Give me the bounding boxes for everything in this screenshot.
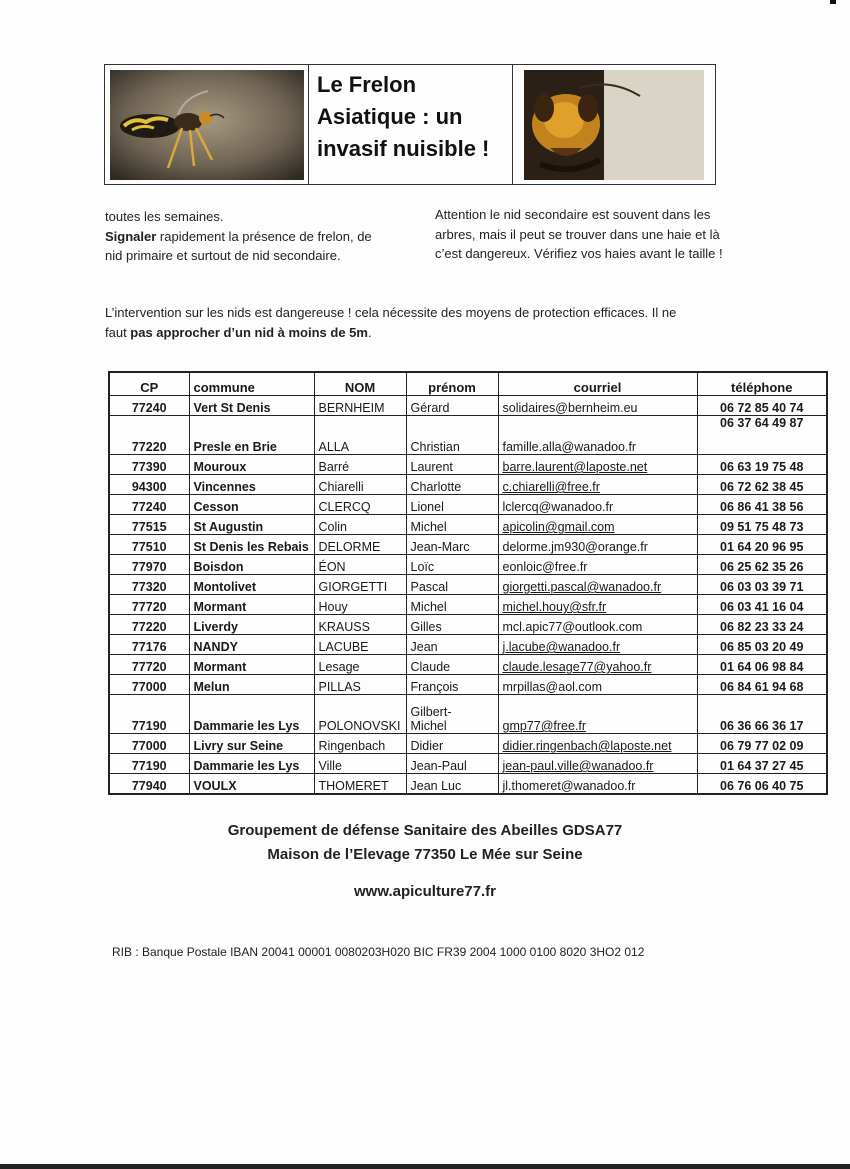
table-row (109, 396, 827, 416)
left-line-1: toutes les semaines. (105, 209, 224, 224)
cell-prenom: Lionel (406, 495, 498, 515)
cell-nom: PILLAS (314, 675, 406, 695)
cell-commune: VOULX (189, 774, 314, 795)
cell-nom: THOMERET (314, 774, 406, 795)
cell-commune: Vert St Denis (189, 396, 314, 416)
scan-corner-mark (830, 0, 836, 4)
header-courriel: courriel (498, 372, 697, 396)
cell-courriel[interactable]: c.chiarelli@free.fr (498, 475, 697, 495)
cell-nom: Houy (314, 595, 406, 615)
cell-nom: Barré (314, 455, 406, 475)
cell-nom: Ringenbach (314, 734, 406, 754)
cell-telephone: 06 63 19 75 48 (697, 455, 827, 475)
scan-bottom-edge (0, 1164, 850, 1169)
intervention-bold: pas approcher d’un nid à moins de 5m (130, 324, 368, 340)
cell-commune: Liverdy (189, 615, 314, 635)
cell-cp: 77510 (109, 535, 189, 555)
cell-commune: Mouroux (189, 455, 314, 475)
cell-telephone: 06 03 03 39 71 (697, 575, 827, 595)
intervention-line-1: L’intervention sur les nids est dangereuse ! cela nécessite des moyens de protection efficaces. Il ne (105, 305, 677, 320)
header-commune: commune (189, 372, 314, 396)
table-row (109, 595, 827, 615)
cell-telephone: 06 03 41 16 04 (697, 595, 827, 615)
cell-prenom: Didier (406, 734, 498, 754)
table-row (109, 695, 827, 734)
intervention-warning (105, 303, 725, 342)
cell-cp: 77000 (109, 675, 189, 695)
cell-prenom: Gilles (406, 615, 498, 635)
table-row (109, 416, 827, 455)
cell-commune: Mormant (189, 595, 314, 615)
cell-nom: ALLA (314, 416, 406, 455)
table-row (109, 515, 827, 535)
cell-courriel[interactable]: apicolin@gmail.com (498, 515, 697, 535)
table-row (109, 635, 827, 655)
hornet-head-image (520, 68, 708, 182)
cell-prenom: François (406, 675, 498, 695)
cell-courriel[interactable]: j.lacube@wanadoo.fr (498, 635, 697, 655)
cell-nom: Colin (314, 515, 406, 535)
cell-commune: Cesson (189, 495, 314, 515)
cell-prenom: Jean-Marc (406, 535, 498, 555)
left-line-2 (105, 227, 405, 247)
cell-telephone: 06 79 77 02 09 (697, 734, 827, 754)
hornet-head-photo (513, 65, 715, 184)
cell-telephone: 01 64 37 27 45 (697, 754, 827, 774)
page-title-line-2: Asiatique : un (317, 104, 463, 129)
table-row (109, 675, 827, 695)
cell-prenom: Loïc (406, 555, 498, 575)
footer-org-name: Groupement de défense Sanitaire des Abeilles GDSA77 (227, 822, 623, 839)
footer-website[interactable]: www.apiculture77.fr (354, 883, 496, 900)
cell-cp: 94300 (109, 475, 189, 495)
cell-prenom: Jean (406, 635, 498, 655)
cell-courriel[interactable]: gmp77@free.fr (498, 695, 697, 734)
table-row (109, 575, 827, 595)
cell-prenom: Claude (406, 655, 498, 675)
cell-nom: Chiarelli (314, 475, 406, 495)
cell-courriel[interactable]: didier.ringenbach@laposte.net (498, 734, 697, 754)
cell-courriel[interactable]: jl.thomeret@wanadoo.fr (498, 774, 697, 795)
cell-cp: 77176 (109, 635, 189, 655)
table-row (109, 495, 827, 515)
table-row (109, 535, 827, 555)
cell-cp: 77000 (109, 734, 189, 754)
cell-commune: St Augustin (189, 515, 314, 535)
cell-courriel[interactable]: giorgetti.pascal@wanadoo.fr (498, 575, 697, 595)
cell-prenom: Charlotte (406, 475, 498, 495)
cell-courriel[interactable]: solidaires@bernheim.eu (498, 396, 697, 416)
cell-courriel[interactable]: famille.alla@wanadoo.fr (498, 416, 697, 455)
cell-nom: DELORME (314, 535, 406, 555)
header-nom: NOM (314, 372, 406, 396)
cell-telephone: 01 64 20 96 95 (697, 535, 827, 555)
cell-nom: ÉON (314, 555, 406, 575)
cell-courriel[interactable]: michel.houy@sfr.fr (498, 595, 697, 615)
cell-nom: BERNHEIM (314, 396, 406, 416)
cell-cp: 77220 (109, 416, 189, 455)
cell-telephone: 06 76 06 40 75 (697, 774, 827, 795)
hornet-side-image (110, 70, 304, 180)
footer-rib: RIB : Banque Postale IBAN 20041 00001 0080203H020 BIC FR39 2004 1000 0100 8020 3HO2 012 (112, 945, 645, 959)
table-row (109, 734, 827, 754)
cell-courriel[interactable]: delorme.jm930@orange.fr (498, 535, 697, 555)
contacts-table (108, 371, 828, 795)
cell-cp: 77720 (109, 595, 189, 615)
intervention-faut: faut (105, 324, 131, 340)
cell-cp: 77240 (109, 396, 189, 416)
cell-prenom: Jean Luc (406, 774, 498, 795)
cell-nom: POLONOVSKI (314, 695, 406, 734)
cell-prenom: Laurent (406, 455, 498, 475)
cell-courriel[interactable]: claude.lesage77@yahoo.fr (498, 655, 697, 675)
intervention-end: . (367, 324, 372, 340)
cell-cp: 77515 (109, 515, 189, 535)
header-prenom: prénom (406, 372, 498, 396)
header-cp: CP (109, 372, 189, 396)
cell-courriel[interactable]: eonloic@free.fr (498, 555, 697, 575)
cell-commune: NANDY (189, 635, 314, 655)
cell-courriel[interactable]: barre.laurent@laposte.net (498, 455, 697, 475)
hornet-side-photo (105, 65, 309, 184)
header-telephone: téléphone (697, 372, 827, 396)
cell-cp: 77720 (109, 655, 189, 675)
table-row (109, 475, 827, 495)
cell-telephone: 06 82 23 33 24 (697, 615, 827, 635)
cell-nom: Lesage (314, 655, 406, 675)
cell-cp: 77190 (109, 695, 189, 734)
cell-cp: 77940 (109, 774, 189, 795)
cell-nom: KRAUSS (314, 615, 406, 635)
cell-commune: Vincennes (189, 475, 314, 495)
table-row (109, 455, 827, 475)
cell-telephone: 06 84 61 94 68 (697, 675, 827, 695)
cell-commune: Dammarie les Lys (189, 695, 314, 734)
cell-telephone: 01 64 06 98 84 (697, 655, 827, 675)
intervention-line-2 (105, 323, 725, 343)
cell-telephone: 06 86 41 38 56 (697, 495, 827, 515)
left-line-2-rest: rapidement la présence de frelon, de (156, 228, 372, 244)
cell-commune: St Denis les Rebais (189, 535, 314, 555)
cell-cp: 77240 (109, 495, 189, 515)
cell-courriel[interactable]: jean-paul.ville@wanadoo.fr (498, 754, 697, 774)
cell-cp: 77220 (109, 615, 189, 635)
cell-nom: GIORGETTI (314, 575, 406, 595)
table-row (109, 555, 827, 575)
cell-prenom: Michel (406, 595, 498, 615)
cell-cp: 77320 (109, 575, 189, 595)
page-title-line-3: invasif nuisible ! (317, 136, 490, 161)
signaler-bold: Signaler (105, 228, 157, 244)
cell-prenom: Christian (406, 416, 498, 455)
cell-prenom: Pascal (406, 575, 498, 595)
contacts-table-wrapper (108, 371, 826, 795)
cell-telephone: 09 51 75 48 73 (697, 515, 827, 535)
cell-commune: Livry sur Seine (189, 734, 314, 754)
cell-commune: Dammarie les Lys (189, 754, 314, 774)
header-box (104, 64, 716, 185)
cell-nom: CLERCQ (314, 495, 406, 515)
table-row (109, 774, 827, 795)
cell-commune: Boisdon (189, 555, 314, 575)
table-row (109, 754, 827, 774)
cell-cp: 77970 (109, 555, 189, 575)
title-cell (309, 65, 513, 184)
cell-nom: Ville (314, 754, 406, 774)
table-header-row (109, 372, 827, 396)
cell-courriel[interactable]: mcl.apic77@outlook.com (498, 615, 697, 635)
cell-prenom: Michel (406, 515, 498, 535)
cell-telephone: 06 72 62 38 45 (697, 475, 827, 495)
table-row (109, 655, 827, 675)
cell-commune: Presle en Brie (189, 416, 314, 455)
cell-telephone: 06 72 85 40 74 (697, 396, 827, 416)
cell-prenom: Gérard (406, 396, 498, 416)
cell-prenom: Gilbert- Michel (406, 695, 498, 734)
cell-courriel[interactable]: mrpillas@aol.com (498, 675, 697, 695)
cell-cp: 77390 (109, 455, 189, 475)
left-line-3: nid primaire et surtout de nid secondaire. (105, 248, 341, 263)
right-column-text: Attention le nid secondaire est souvent dans les arbres, mais il peut se trouver dans une haie et là c’est dangereux. Vérifiez vos haies avant le taille ! (435, 207, 723, 261)
cell-commune: Montolivet (189, 575, 314, 595)
cell-commune: Mormant (189, 655, 314, 675)
cell-courriel[interactable]: lclercq@wanadoo.fr (498, 495, 697, 515)
cell-cp: 77190 (109, 754, 189, 774)
page-title-line-1: Le Frelon (317, 72, 417, 97)
cell-nom: LACUBE (314, 635, 406, 655)
left-column-text (105, 207, 405, 266)
footer-address: Maison de l’Elevage 77350 Le Mée sur Seine (267, 846, 583, 863)
cell-prenom: Jean-Paul (406, 754, 498, 774)
cell-telephone: 06 85 03 20 49 (697, 635, 827, 655)
cell-commune: Melun (189, 675, 314, 695)
cell-telephone: 06 25 62 35 26 (697, 555, 827, 575)
table-row (109, 615, 827, 635)
cell-telephone: 06 37 64 49 87 (697, 416, 827, 455)
cell-telephone: 06 36 66 36 17 (697, 695, 827, 734)
